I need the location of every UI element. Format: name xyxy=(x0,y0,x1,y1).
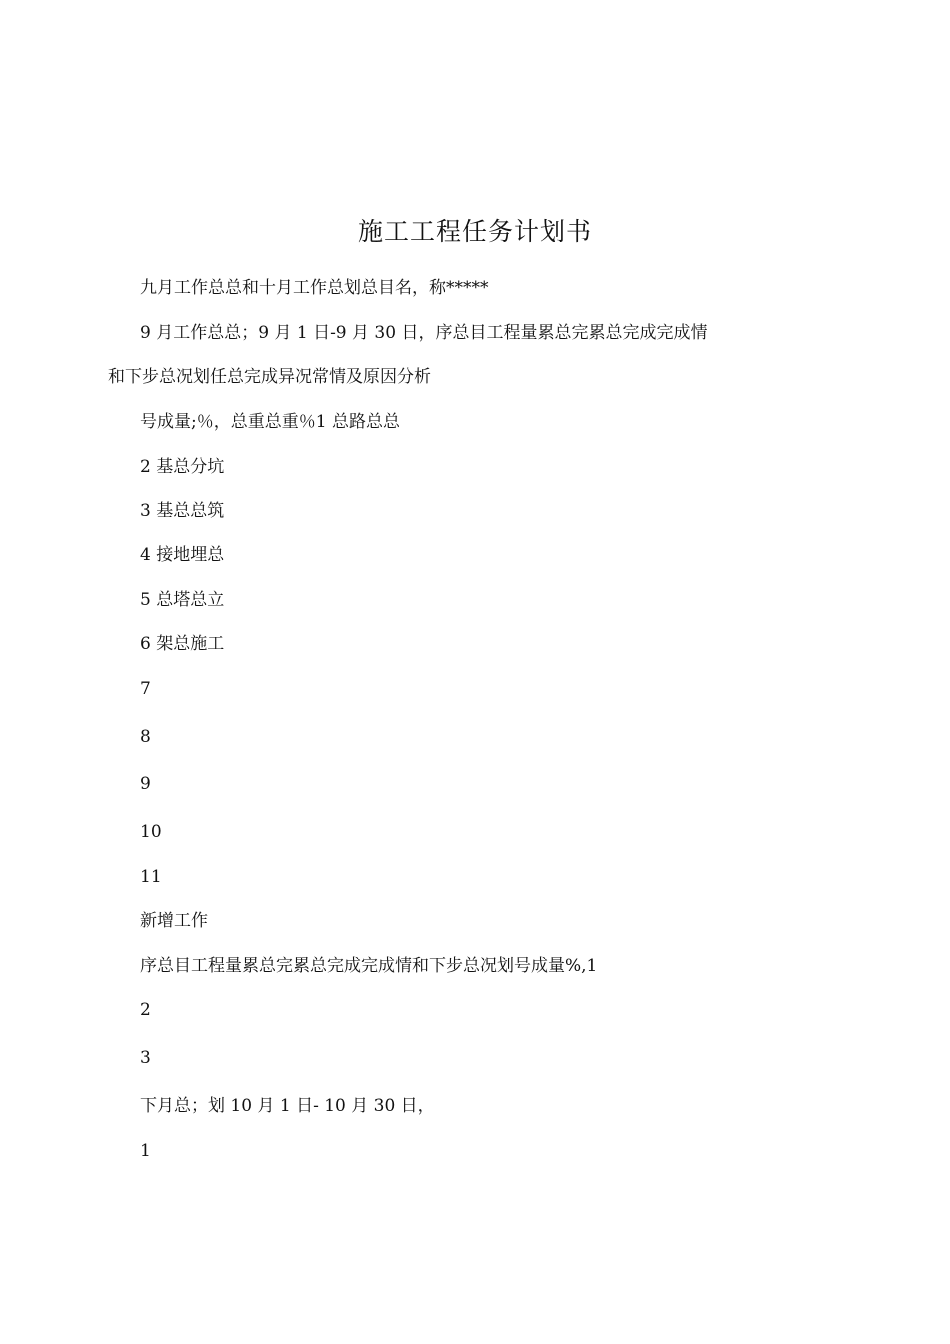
list-item-9: 9 xyxy=(140,774,151,794)
list-item-11: 11 xyxy=(140,867,162,887)
new-work-item-3: 3 xyxy=(140,1048,151,1068)
section-heading-new-work: 新增工作 xyxy=(140,911,208,931)
list-item-10: 10 xyxy=(140,822,162,842)
document-title: 施工工程任务计划书 xyxy=(357,217,592,246)
next-month-item-1: 1 xyxy=(140,1141,151,1161)
list-item-3: 3 基总总筑 xyxy=(140,501,225,521)
text-line-month-summary: 九月工作总总和十月工作总划总目名，称***** xyxy=(140,278,489,298)
text-line-september-summary: 9 月工作总总；9 月 1 日-9 月 30 日，序总目工程量累总完累总完成完成情 xyxy=(140,323,708,343)
list-item-5: 5 总塔总立 xyxy=(140,590,225,610)
text-line-new-work-header: 序总目工程量累总完累总完成完成情和下步总况划号成量%,1 xyxy=(140,956,598,976)
new-work-item-2: 2 xyxy=(140,1000,151,1020)
list-item-7: 7 xyxy=(140,679,151,699)
list-item-4: 4 接地埋总 xyxy=(140,545,225,565)
list-item-6: 6 架总施工 xyxy=(140,634,225,654)
text-line-continuation: 和下步总况划任总完成异况常情及原因分析 xyxy=(108,367,431,387)
text-line-completion: 号成量;％，总重总重％1 总路总总 xyxy=(140,412,400,432)
list-item-2: 2 基总分坑 xyxy=(140,457,225,477)
list-item-8: 8 xyxy=(140,727,151,747)
text-line-next-month-plan: 下月总；划 10 月 1 日- 10 月 30 日， xyxy=(140,1096,435,1116)
